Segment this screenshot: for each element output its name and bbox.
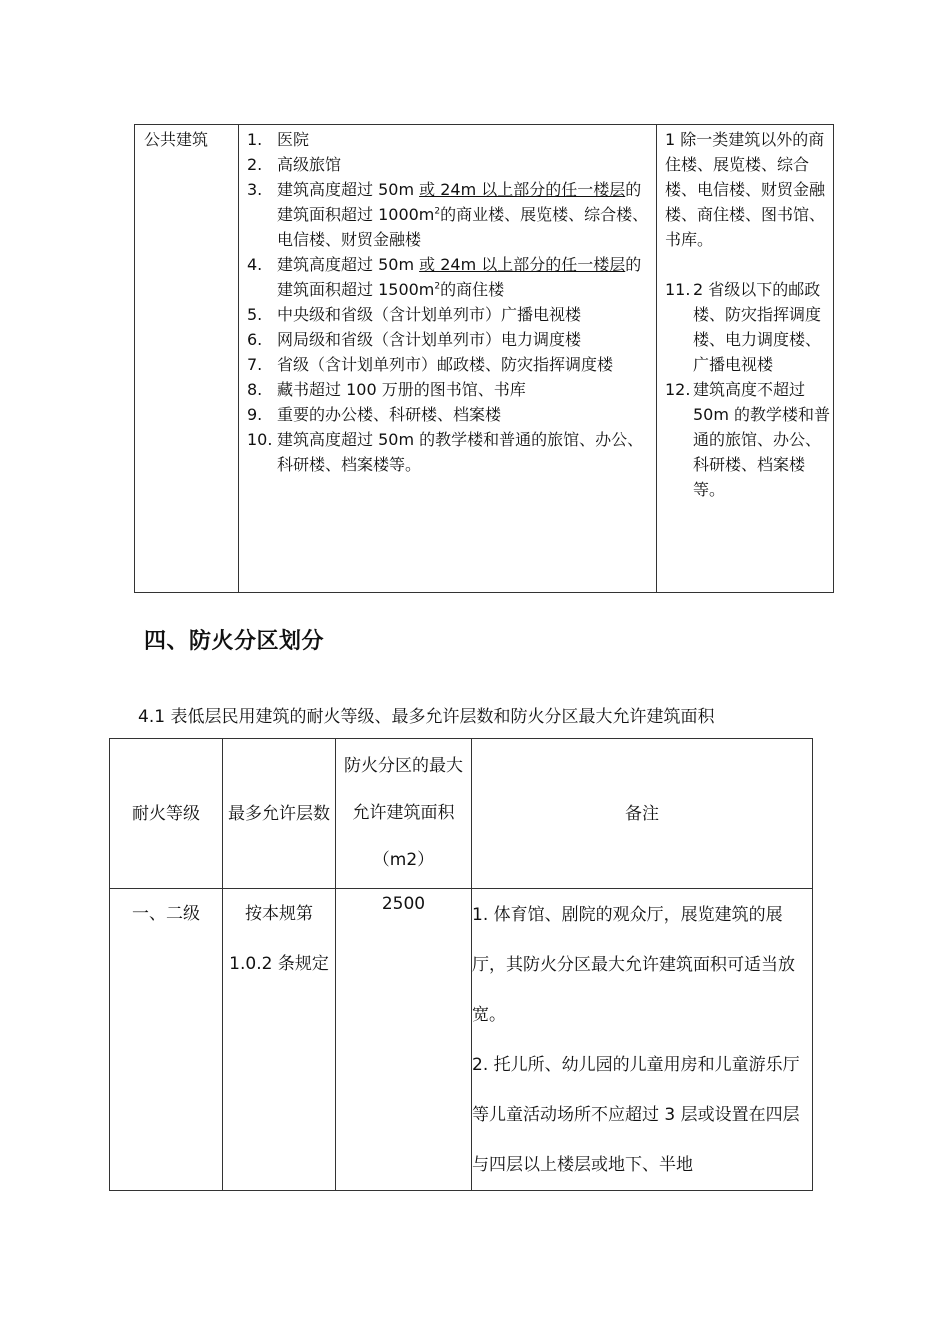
remarks-cell [472,889,813,1191]
list-item: 5. 中央级和省级（含计划单列市）广播电视楼 [247,305,582,324]
list-item: 7. 省级（含计划单列市）邮政楼、防灾指挥调度楼 [247,355,614,374]
note-3: 12. 建筑高度不超过 50m 的教学楼和普通的旅馆、办公、科研楼、档案楼等。 [665,380,831,499]
list-item: 3. 建筑高度超过 50m 或 24m 以上部分的任一楼层的建筑面积超过 $1000m^2$的商业楼、展览楼、综合楼、电信楼、财贸金融楼 [247,180,649,249]
note-2: 11. 2 省级以下的邮政楼、防灾指挥调度楼、电力调度楼、广播电视楼 [665,280,822,374]
section-heading: 四、防火分区划分 [144,629,325,654]
remark-2: 2. 托儿所、幼儿园的儿童用房和儿童游乐厅等儿童活动场所不应超过 3 层或设置在四层与四层以上楼层或地下、半地 [472,1055,800,1175]
header-max-floors: 最多允许层数 [223,739,336,889]
header-remarks: 备注 [472,739,813,889]
list-item: 2. 高级旅馆 [247,155,342,174]
building-classification-table [134,124,834,593]
fire-rating-cell: 一、二级 [110,889,223,1191]
class-two-notes-cell [657,125,834,593]
max-floors-cell: 按本规第 1.0.2 条规定 [223,889,336,1191]
table-caption: 4.1 表低层民用建筑的耐火等级、最多允许层数和防火分区最大允许建筑面积 [138,707,715,727]
list-item: 8. 藏书超过 100 万册的图书馆、书库 [247,380,526,399]
fire-compartment-table [109,738,813,1191]
note-1: 1 除一类建筑以外的商住楼、展览楼、综合楼、电信楼、财贸金融楼、商住楼、图书馆、书库。 [665,130,826,249]
max-area-cell: 2500 [336,889,472,1191]
class-one-list-cell [239,125,657,593]
category-cell: 公共建筑 [135,125,239,593]
header-max-area: 防火分区的最大允许建筑面积（m2） [336,739,472,889]
remark-1: 1. 体育馆、剧院的观众厅，展览建筑的展厅，其防火分区最大允许建筑面积可适当放宽。 [472,905,795,1025]
list-item: 6. 网局级和省级（含计划单列市）电力调度楼 [247,330,582,349]
list-item: 4. 建筑高度超过 50m 或 24m 以上部分的任一楼层的建筑面积超过 $1500m^2$的商住楼 [247,255,642,299]
header-fire-rating: 耐火等级 [110,739,223,889]
table-header-row [110,739,813,889]
table-row [110,889,813,1191]
list-item: 1. 医院 [247,130,310,149]
list-item: 10. 建筑高度超过 50m 的教学楼和普通的旅馆、办公、科研楼、档案楼等。 [247,430,644,474]
list-item: 9. 重要的办公楼、科研楼、档案楼 [247,405,502,424]
class-one-list [239,127,656,477]
